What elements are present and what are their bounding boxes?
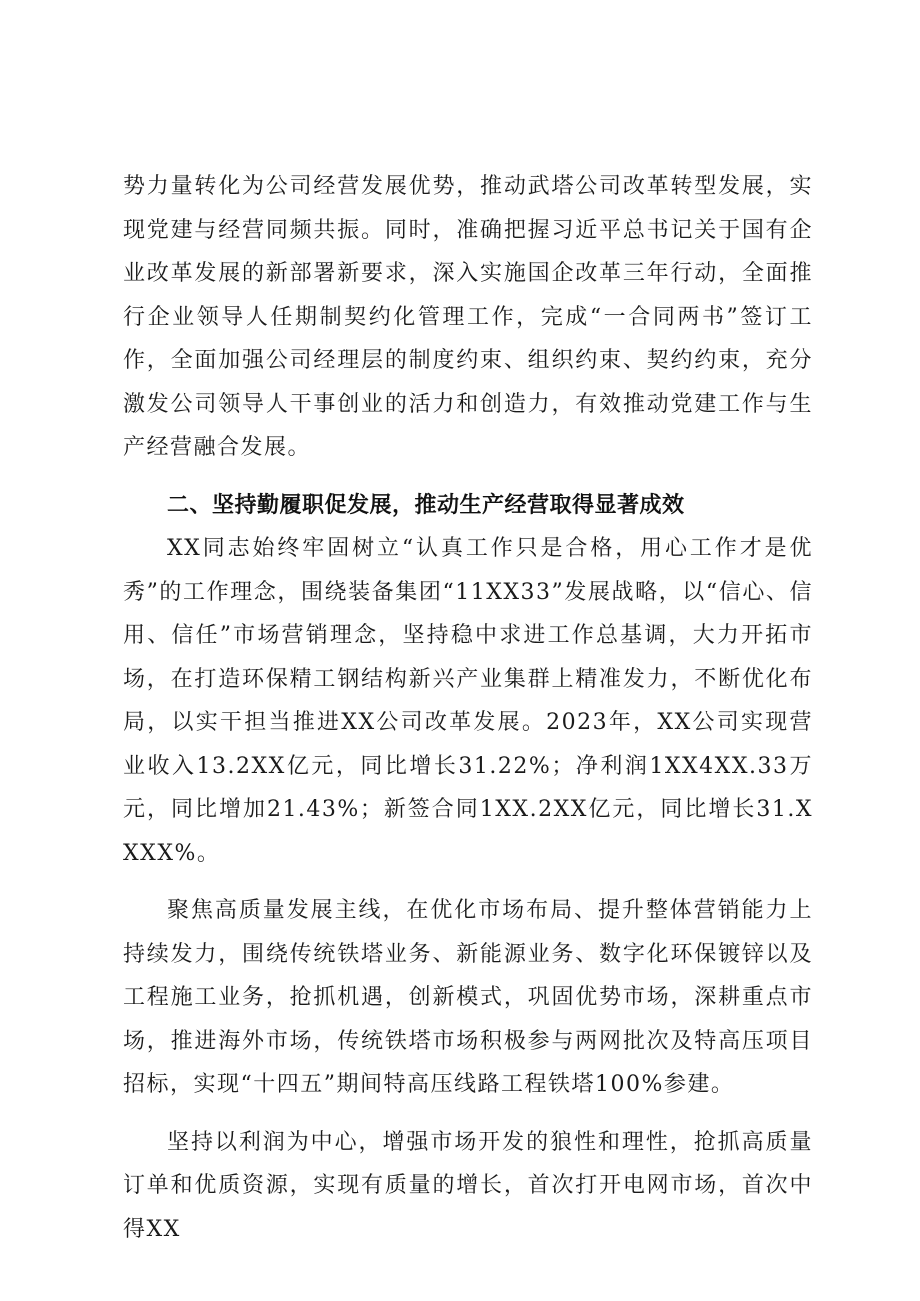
paragraph-party-building: 势力量转化为公司经营发展优势，推动武塔公司改革转型发展，实现党建与经营同频共振。同时，准确把握习近平总书记关于国有企业改革发展的新部署新要求，深入实施国企改革三年行动，全面推行企业领导人任期制契约化管理工作，完成“一合同两书”签订工作，全面加强公司经理层的制度约束、组织约束、契约约束，充分激发公司领导人干事创业的活力和创造力，有效推动党建工作与生产经营融合发展。 xyxy=(123,174,813,460)
section-heading-two: 二、坚持勤履职促发展，推动生产经营取得显著成效 xyxy=(167,492,685,518)
paragraph-gap xyxy=(123,1107,813,1121)
paragraph-profit-center: 坚持以利润为中心，增强市场开发的狼性和理性，抢抓高质量订单和优质资源，实现有质量的增长，首次打开电网市场，首次中得XX xyxy=(123,1129,813,1242)
paragraph-market-layout: 聚焦高质量发展主线，在优化市场布局、提升整体营销能力上持续发力，围绕传统铁塔业务、新能源业务、数字化环保镀锌以及工程施工业务，抢抓机遇，创新模式，巩固优势市场，深耕重点市场，推进海外市场，传统铁塔市场积极参与两网批次及特高压项目招标，实现“十四五”期间特高压线路工程铁塔100%参建。 xyxy=(123,898,813,1097)
document-body xyxy=(123,165,813,1251)
paragraph-work-philosophy: XX同志始终牢固树立“认真工作只是合格，用心工作才是优秀”的工作理念，围绕装备集团“11XX33”发展战略，以“信心、信用、信任”市场营销理念，坚持稳中求进工作总基调，大力开拓市场，在打造环保精工钢结构新兴产业集群上精准发力，不断优化布局，以实干担当推进XX公司改革发展。2023年，XX公司实现营业收入13.2XX亿元，同比增长31.22%；净利润1XX4XX.33万元，同比增加21.43%；新签合同1XX.2XX亿元，同比增长31.XXXX%。 xyxy=(123,536,813,866)
paragraph-gap xyxy=(123,875,813,889)
paragraph-gap xyxy=(123,470,813,484)
